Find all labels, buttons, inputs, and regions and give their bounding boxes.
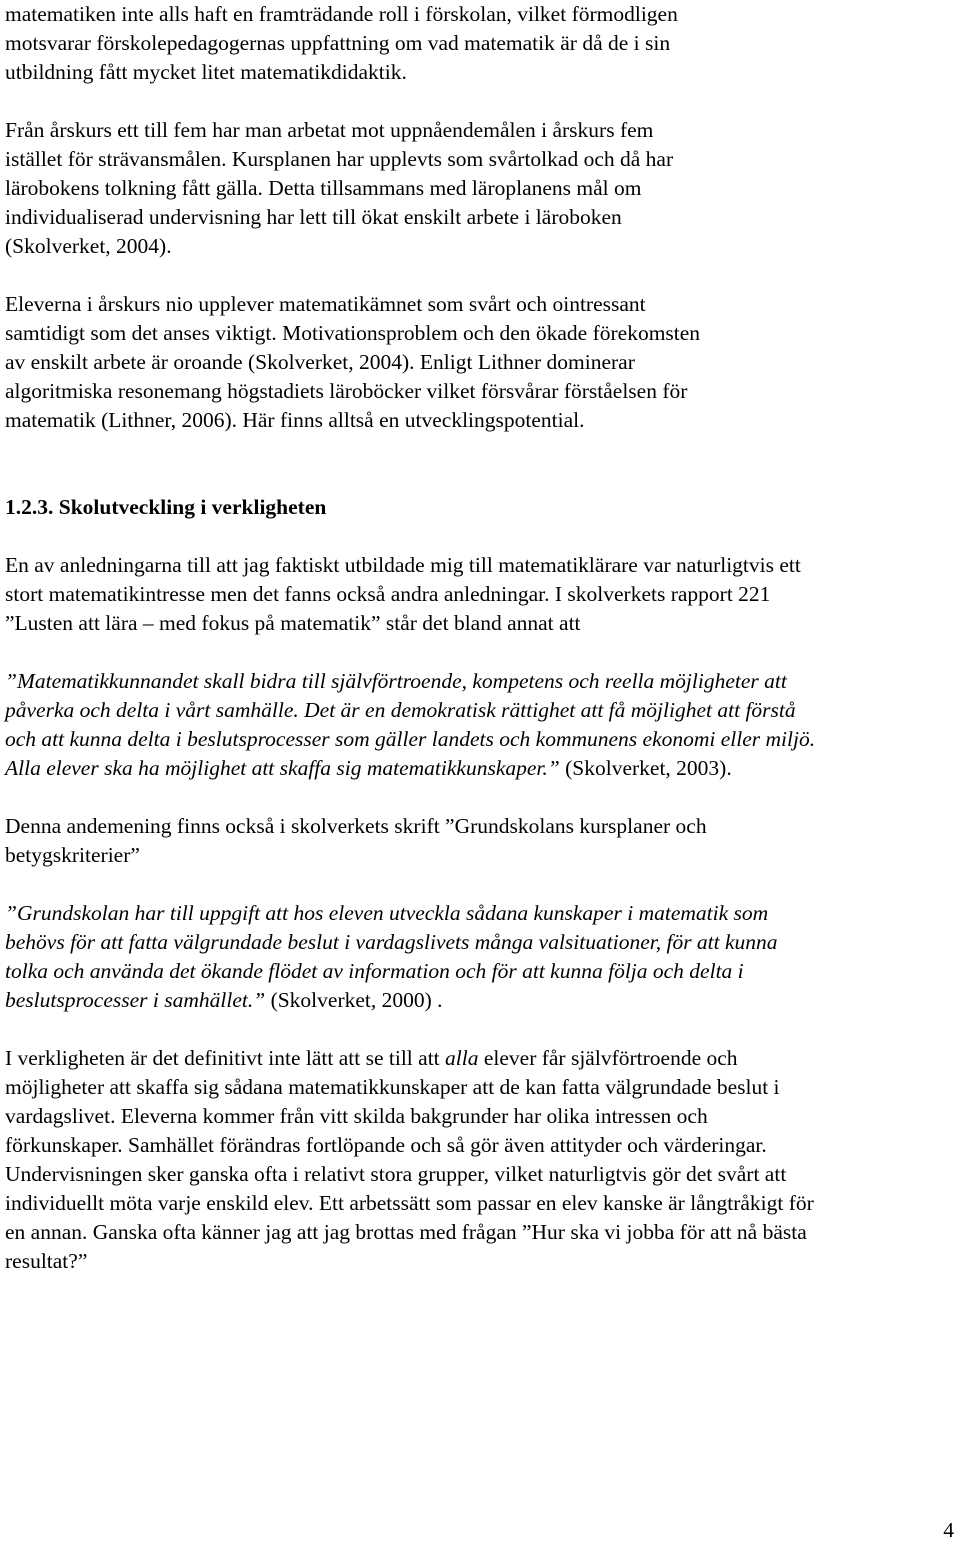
block-quote-2	[5, 899, 955, 1015]
text-line: stort matematikintresse men det fanns också andra anledningar. I skolverkets rapport 221	[5, 582, 771, 606]
text-line: individuellt möta varje enskild elev. Ett arbetssätt som passar en elev kanske är långtråkigt för	[5, 1191, 814, 1215]
text-line: samtidigt som det anses viktigt. Motivationsproblem och den ökade förekomsten	[5, 321, 701, 345]
text-line: istället för strävansmålen. Kursplanen har upplevts som svårtolkad och då har	[5, 147, 674, 171]
text-line: ”Lusten att lära – med fokus på matematik” står det bland annat att	[5, 611, 581, 635]
text-line: motsvarar förskolepedagogernas uppfattning om vad matematik är då de i sin	[5, 31, 671, 55]
quote-last-line	[5, 986, 955, 1015]
text-run: elever får självförtroende och	[478, 1046, 738, 1070]
paragraph-4	[5, 551, 955, 638]
text-line: matematiken inte alls haft en framträdande roll i förskolan, vilket förmodligen	[5, 2, 678, 26]
paragraph-6	[5, 1044, 955, 1276]
paragraph-1	[5, 0, 955, 87]
text-line: betygskriterier”	[5, 843, 140, 867]
quote-text: beslutsprocesser i samhället.”	[5, 988, 266, 1012]
text-line: individualiserad undervisning har lett till ökat enskilt arbete i läroboken	[5, 205, 622, 229]
block-quote-1	[5, 667, 955, 783]
emphasis: alla	[445, 1046, 479, 1070]
citation: (Skolverket, 2000) .	[265, 988, 443, 1012]
quote-text: Alla elever ska ha möjlighet att skaffa sig matematikkunskaper.”	[5, 756, 560, 780]
text-run: I verkligheten är det definitivt inte lätt att se till att	[5, 1046, 446, 1070]
text-line: (Skolverket, 2004).	[5, 234, 172, 258]
quote-line: och att kunna delta i beslutsprocesser som gäller landets och kommunens ekonomi eller miljö.	[5, 727, 816, 751]
spacer	[5, 464, 955, 493]
text-line: förkunskaper. Samhället förändras fortlöpande och så gör även attityder och värderingar.	[5, 1133, 767, 1157]
paragraph-3	[5, 290, 955, 435]
paragraph-2	[5, 116, 955, 261]
quote-line: ”Matematikkunnandet skall bidra till självförtroende, kompetens och reella möjligheter att	[5, 669, 787, 693]
text-line: Denna andemening finns också i skolverkets skrift ”Grundskolans kursplaner och	[5, 814, 707, 838]
quote-line: ”Grundskolan har till uppgift att hos eleven utveckla sådana kunskaper i matematik som	[5, 901, 769, 925]
text-line: algoritmiska resonemang högstadiets läroböcker vilket försvårar förståelsen för	[5, 379, 688, 403]
text-line: lärobokens tolkning fått gälla. Detta tillsammans med läroplanens mål om	[5, 176, 642, 200]
text-line: av enskilt arbete är oroande (Skolverket, 2004). Enligt Lithner dominerar	[5, 350, 635, 374]
text-line: utbildning fått mycket litet matematikdidaktik.	[5, 60, 407, 84]
text-line: Undervisningen sker ganska ofta i relativt stora grupper, vilket naturligtvis gör det svårt att	[5, 1162, 787, 1186]
text-line: Eleverna i årskurs nio upplever matematikämnet som svårt och ointressant	[5, 292, 646, 316]
document-page	[5, 0, 955, 1305]
text-line: vardagslivet. Eleverna kommer från vitt skilda bakgrunder har olika intressen och	[5, 1104, 708, 1128]
text-line: Från årskurs ett till fem har man arbetat mot uppnåendemålen i årskurs fem	[5, 118, 654, 142]
quote-line: behövs för att fatta välgrundade beslut i vardagslivets många valsituationer, för att kunna	[5, 930, 778, 954]
quote-last-line	[5, 754, 955, 783]
paragraph-5	[5, 812, 955, 870]
quote-line: tolka och använda det ökande flödet av information och för att kunna följa och delta i	[5, 959, 744, 983]
page-number: 4	[943, 1518, 954, 1542]
citation: (Skolverket, 2003).	[559, 756, 732, 780]
text-line: En av anledningarna till att jag faktiskt utbildade mig till matematiklärare var naturligtvis ett	[5, 553, 801, 577]
text-line: resultat?”	[5, 1249, 88, 1273]
section-heading: 1.2.3. Skolutveckling i verkligheten	[5, 495, 327, 519]
text-line: matematik (Lithner, 2006). Här finns alltså en utvecklingspotential.	[5, 408, 585, 432]
text-line: en annan. Ganska ofta känner jag att jag brottas med frågan ”Hur ska vi jobba för att nå bästa	[5, 1220, 807, 1244]
text-line	[5, 1044, 955, 1073]
quote-line: påverka och delta i vårt samhälle. Det är en demokratisk rättighet att få möjlighet att förstå	[5, 698, 796, 722]
text-line: möjligheter att skaffa sig sådana matematikkunskaper att de kan fatta välgrundade beslut i	[5, 1075, 780, 1099]
